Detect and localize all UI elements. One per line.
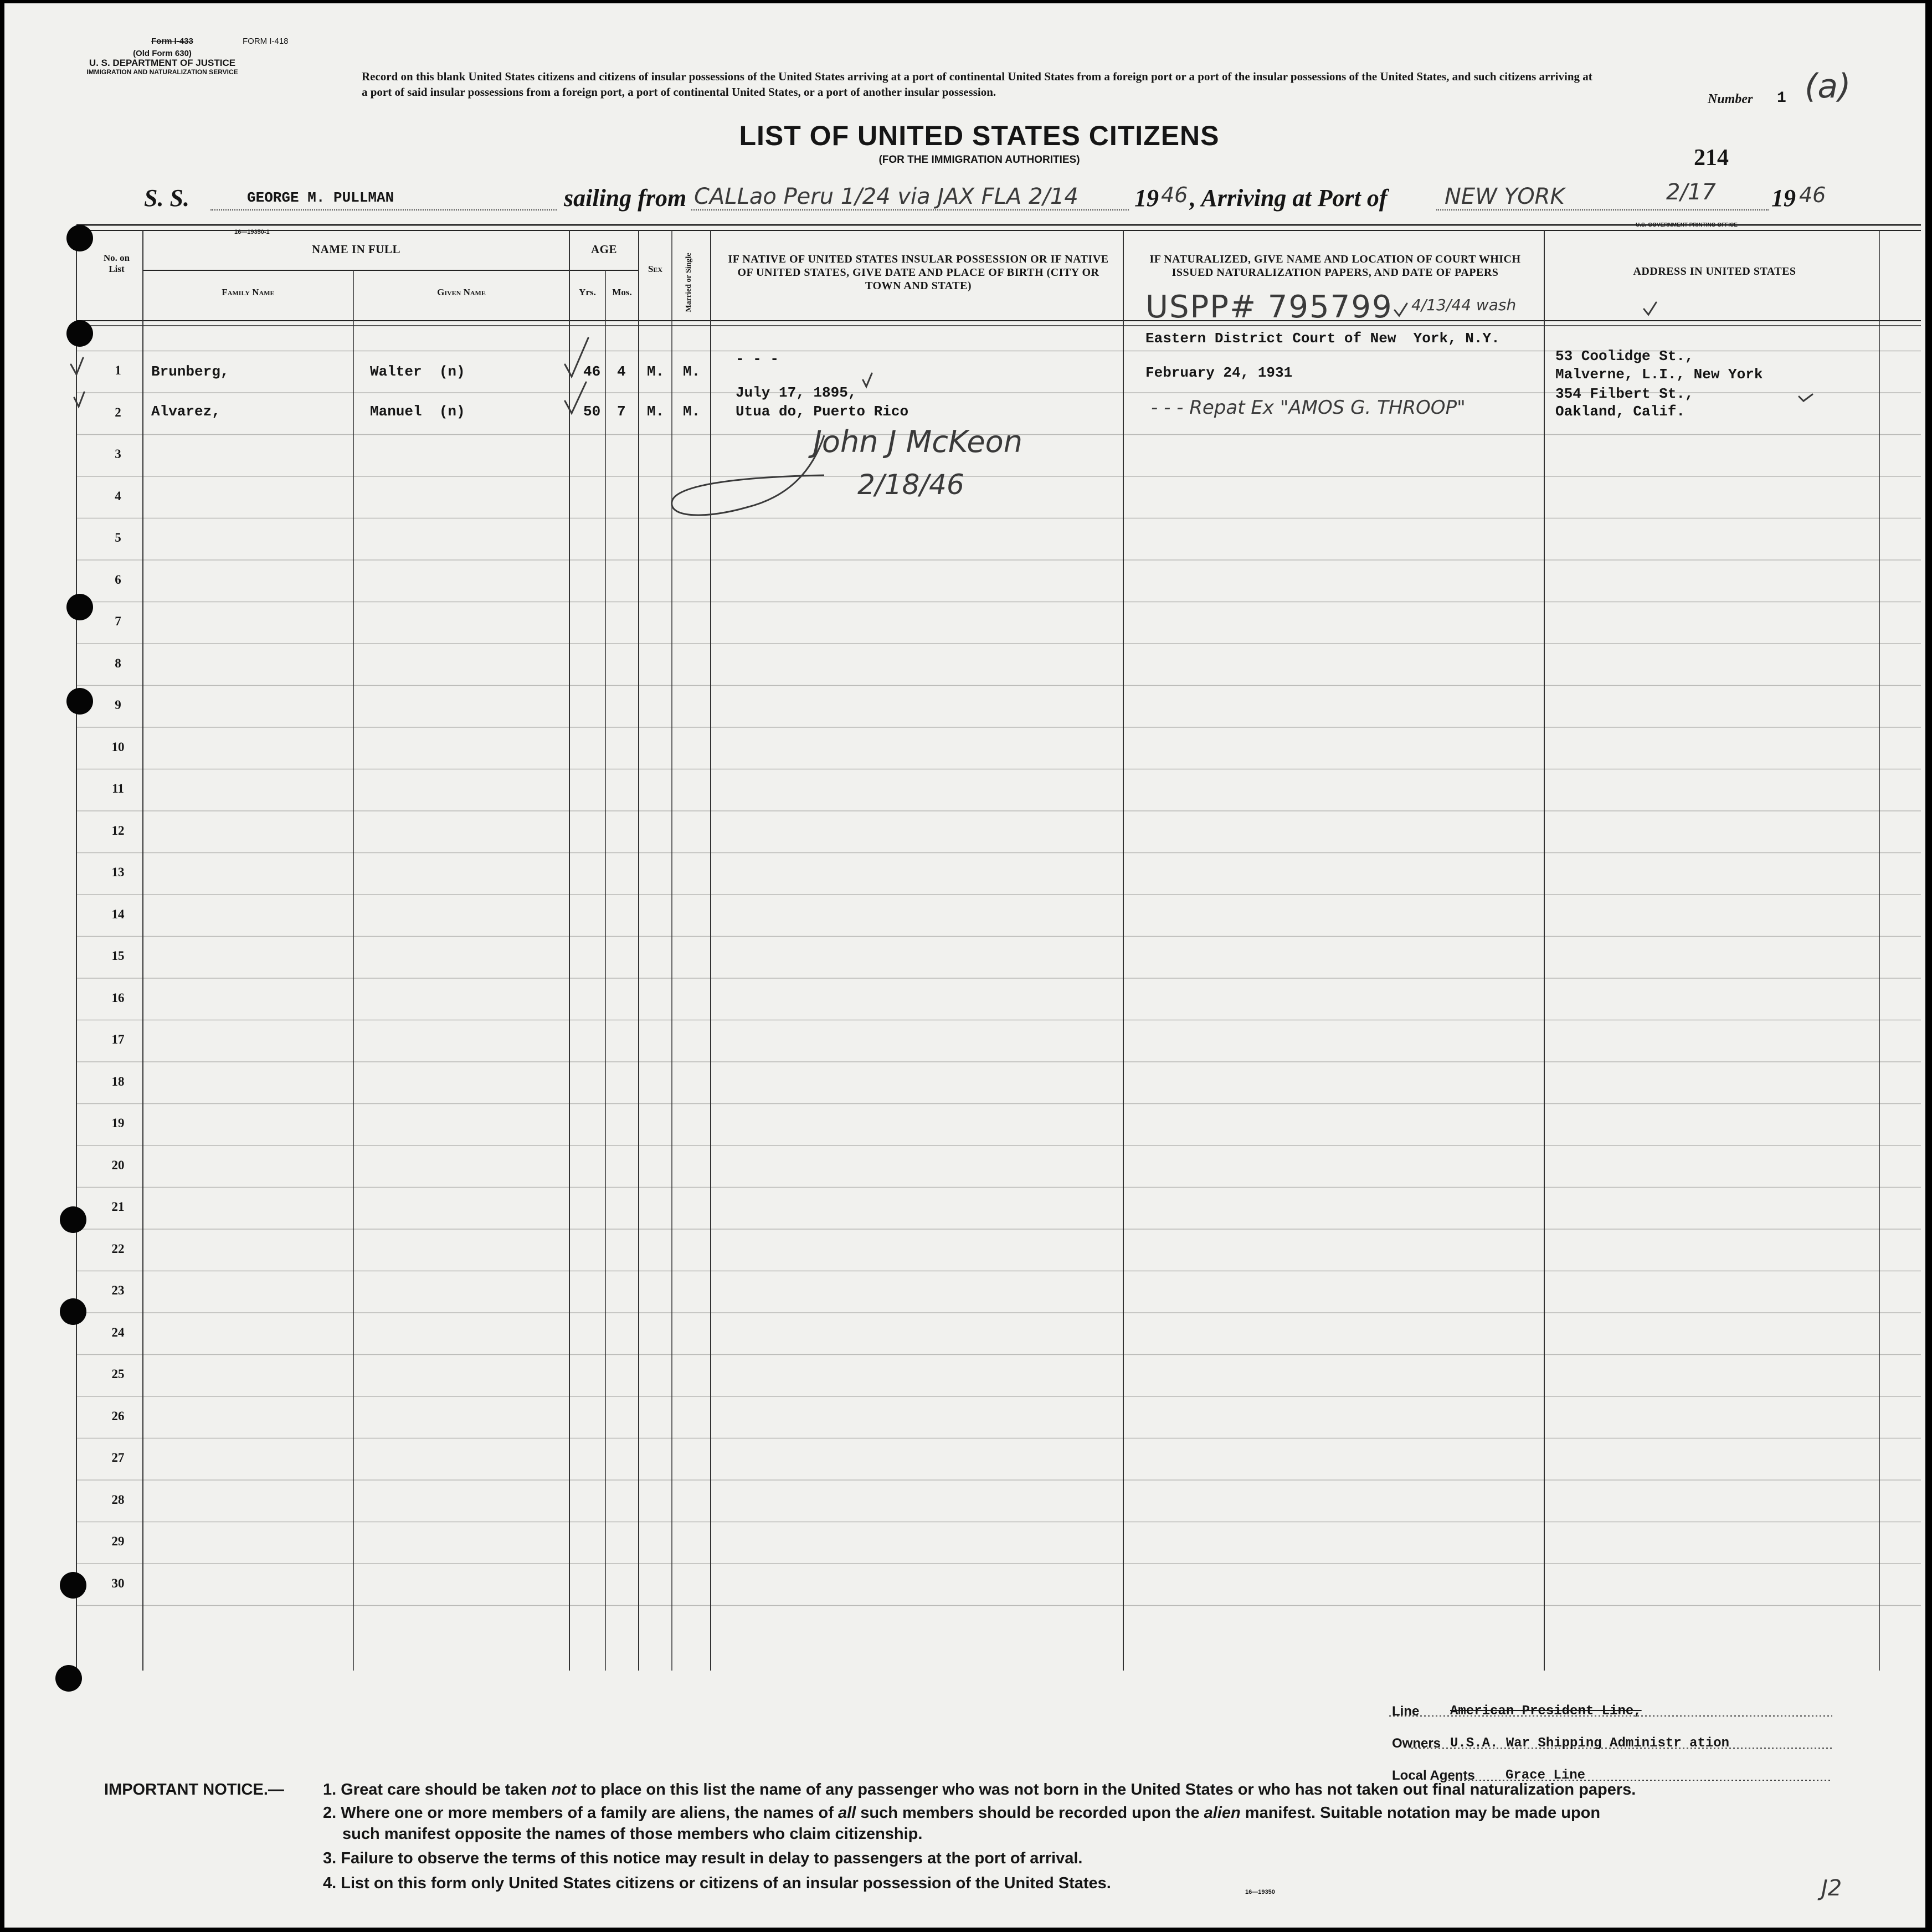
row-number: 12	[111, 823, 125, 837]
printer-label: U.S. GOVERNMENT PRINTING OFFICE	[1636, 222, 1738, 228]
row-number: 15	[111, 949, 125, 963]
check-icon	[71, 358, 83, 374]
number-suffix: (a)	[1805, 67, 1851, 106]
row-number: 2	[115, 405, 121, 419]
form-instructions: Record on this blank United States citizens and citizens of insular possessions of the United States arriving at a port of continental United States from a foreign port or a port of the insular possessions of the United States, and such citizens arriving at a port of said insular possessions from a foreign port, a port of continental United States, or a port of another insular possession.	[362, 70, 1592, 99]
given-name: Manuel (n)	[370, 403, 465, 420]
number-value: 1	[1777, 90, 1786, 107]
footer-code: 16—19350	[1245, 1889, 1275, 1895]
punch-hole	[66, 688, 93, 715]
age-months: 7	[617, 403, 626, 420]
notice-label: IMPORTANT NOTICE.—	[104, 1781, 284, 1799]
line-label: Line	[1392, 1704, 1420, 1719]
sex: M.	[647, 403, 665, 420]
notice-3: 3. Failure to observe the terms of this notice may result in delay to passengers at the port of arrival.	[323, 1849, 1083, 1867]
row-number: 22	[111, 1241, 125, 1256]
check-icon	[74, 392, 84, 407]
notice-2: 2. Where one or more members of a family are aliens, the names of all such members should be recorded upon the alien manifest. Suitable notation may be made upon	[323, 1804, 1601, 1822]
check-icon	[1799, 394, 1812, 401]
row-number: 23	[111, 1283, 125, 1297]
punch-hole	[66, 225, 93, 251]
punch-hole	[60, 1206, 86, 1233]
form-number: FORM I-418	[243, 37, 289, 46]
birth-info: - - -	[736, 351, 779, 367]
row-number: 16	[111, 990, 125, 1005]
row-number: 24	[111, 1325, 125, 1339]
check-icon	[565, 382, 586, 413]
check-icon	[1644, 302, 1656, 315]
department-label: U. S. DEPARTMENT OF JUSTICE	[89, 58, 236, 68]
arrival-date: 2/17	[1666, 179, 1716, 205]
line-value: American President Line,	[1450, 1704, 1642, 1719]
signature-name: John J McKeon	[813, 424, 1022, 459]
age-years: 50	[583, 403, 601, 420]
punch-hole	[60, 1298, 86, 1325]
punch-hole	[55, 1665, 82, 1692]
agents-value: Grace Line	[1505, 1768, 1586, 1783]
col-given-name: Given Name	[437, 287, 486, 297]
col-no-on-list: No. on List	[103, 253, 130, 274]
old-form-label: (Old Form 630)	[133, 49, 192, 58]
row-number: 18	[111, 1074, 125, 1088]
col-address: ADDRESS IN UNITED STATES	[1633, 265, 1796, 278]
col-married: Married or Single	[685, 253, 693, 312]
address-street: 53 Coolidge St.,	[1555, 348, 1694, 364]
address-city: Oakland, Calif.	[1555, 403, 1686, 420]
row-number: 8	[115, 656, 121, 670]
col-age-yrs: Yrs.	[579, 287, 596, 297]
row-number: 21	[111, 1200, 125, 1214]
punch-hole	[66, 594, 93, 620]
page-number: 214	[1694, 145, 1729, 171]
row-number: 30	[111, 1576, 125, 1590]
sailing-label: sailing from	[564, 184, 687, 212]
row-number: 20	[111, 1158, 125, 1172]
row-number: 27	[111, 1451, 125, 1465]
row-number: 9	[115, 698, 121, 712]
row-number: 29	[111, 1534, 125, 1548]
family-name: Alvarez,	[151, 403, 220, 420]
row-number: 26	[111, 1409, 125, 1423]
court-name: Eastern District Court of New York, N.Y.	[1145, 330, 1500, 347]
row-number: 4	[115, 489, 121, 503]
col-name-in-full: NAME IN FULL	[311, 243, 400, 256]
ss-label: S. S.	[144, 184, 189, 212]
address-city: Malverne, L.I., New York	[1555, 366, 1763, 383]
col-birth: IF NATIVE OF UNITED STATES INSULAR POSSESSION OR IF NATIVE OF UNITED STATES, GIVE DATE AND PLACE OF BIRTH (CITY OR TOWN AND STATE)	[728, 253, 1109, 292]
row-number: 17	[111, 1032, 125, 1046]
repatriation-note: - - - Repat Ex "AMOS G. THROOP"	[1151, 397, 1466, 419]
row-number: 14	[111, 907, 125, 921]
col-naturalized: IF NATURALIZED, GIVE NAME AND LOCATION OF COURT WHICH ISSUED NATURALIZATION PAPERS, AND DATE OF PAPERS	[1149, 253, 1521, 279]
col-age-mos: Mos.	[612, 287, 632, 297]
check-icon	[1395, 304, 1407, 316]
row-number: 11	[112, 782, 124, 795]
birth-date: July 17, 1895,	[736, 384, 857, 401]
notice-4: 4. List on this form only United States citizens or citizens of an insular possession of the United States.	[323, 1874, 1111, 1892]
row-number: 6	[115, 572, 121, 587]
age-months: 4	[617, 363, 626, 380]
row-number: 28	[111, 1492, 125, 1507]
row-number: 25	[111, 1367, 125, 1381]
row-number: 10	[111, 739, 125, 754]
agents-label: Local Agents	[1392, 1768, 1475, 1783]
year-2: 46	[1799, 183, 1826, 207]
check-icon	[863, 373, 872, 387]
row-number: 1	[115, 363, 121, 377]
papers-date: February 24, 1931	[1145, 364, 1293, 381]
owners-label: Owners	[1392, 1736, 1441, 1751]
given-name: Walter (n)	[370, 363, 465, 380]
marital-status: M.	[683, 363, 701, 380]
manifest-page	[4, 3, 1925, 1928]
arriving-label: , Arriving at Port of	[1190, 184, 1388, 212]
corner-mark: J2	[1821, 1876, 1842, 1901]
punch-hole	[66, 320, 93, 347]
family-name: Brunberg,	[151, 363, 229, 380]
print-code: 16—19350-1	[234, 229, 270, 235]
birth-place: Utua do, Puerto Rico	[736, 403, 909, 420]
sailing-value: CALLao Peru 1/24 via JAX FLA 2/14	[694, 184, 1078, 209]
form-number-struck: Form I-433	[151, 37, 193, 46]
col-age: AGE	[590, 243, 617, 256]
col-sex: Sex	[648, 264, 663, 274]
address-street: 354 Filbert St.,	[1555, 386, 1694, 402]
year-1: 46	[1161, 183, 1188, 207]
number-label: Number	[1708, 92, 1753, 106]
age-years: 46	[583, 363, 601, 380]
row-number: 3	[115, 447, 121, 461]
notice-2-continued: such manifest opposite the names of those members who claim citizenship.	[342, 1825, 923, 1843]
row-number: 19	[111, 1116, 125, 1130]
signature-date: 2/18/46	[857, 469, 964, 501]
check-icon	[565, 338, 588, 377]
year-prefix-2: 19	[1771, 184, 1796, 212]
marital-status: M.	[683, 403, 701, 420]
owners-value: U.S.A. War Shipping Administr ation	[1450, 1736, 1730, 1751]
row-number: 5	[115, 531, 121, 544]
row-number: 13	[111, 865, 125, 879]
row-number: 7	[115, 614, 121, 628]
notice-1: 1. Great care should be taken not to place on this list the name of any passenger who was not born in the United States or who has not taken out final naturalization papers.	[323, 1781, 1636, 1799]
punch-hole	[60, 1572, 86, 1599]
service-label: IMMIGRATION AND NATURALIZATION SERVICE	[86, 68, 238, 76]
passport-date: 4/13/44 wash	[1411, 296, 1517, 314]
page-title: LIST OF UNITED STATES CITIZENS	[739, 120, 1220, 151]
port-value: NEW YORK	[1445, 184, 1565, 209]
col-family-name: Family Name	[222, 287, 275, 297]
page-subtitle: (FOR THE IMMIGRATION AUTHORITIES)	[878, 154, 1080, 166]
passport-number: USPP# 795799	[1145, 289, 1393, 325]
year-prefix-1: 19	[1134, 184, 1159, 212]
check-marks	[4, 3, 1925, 1928]
sex: M.	[647, 363, 665, 380]
ship-name: GEORGE M. PULLMAN	[247, 189, 394, 206]
